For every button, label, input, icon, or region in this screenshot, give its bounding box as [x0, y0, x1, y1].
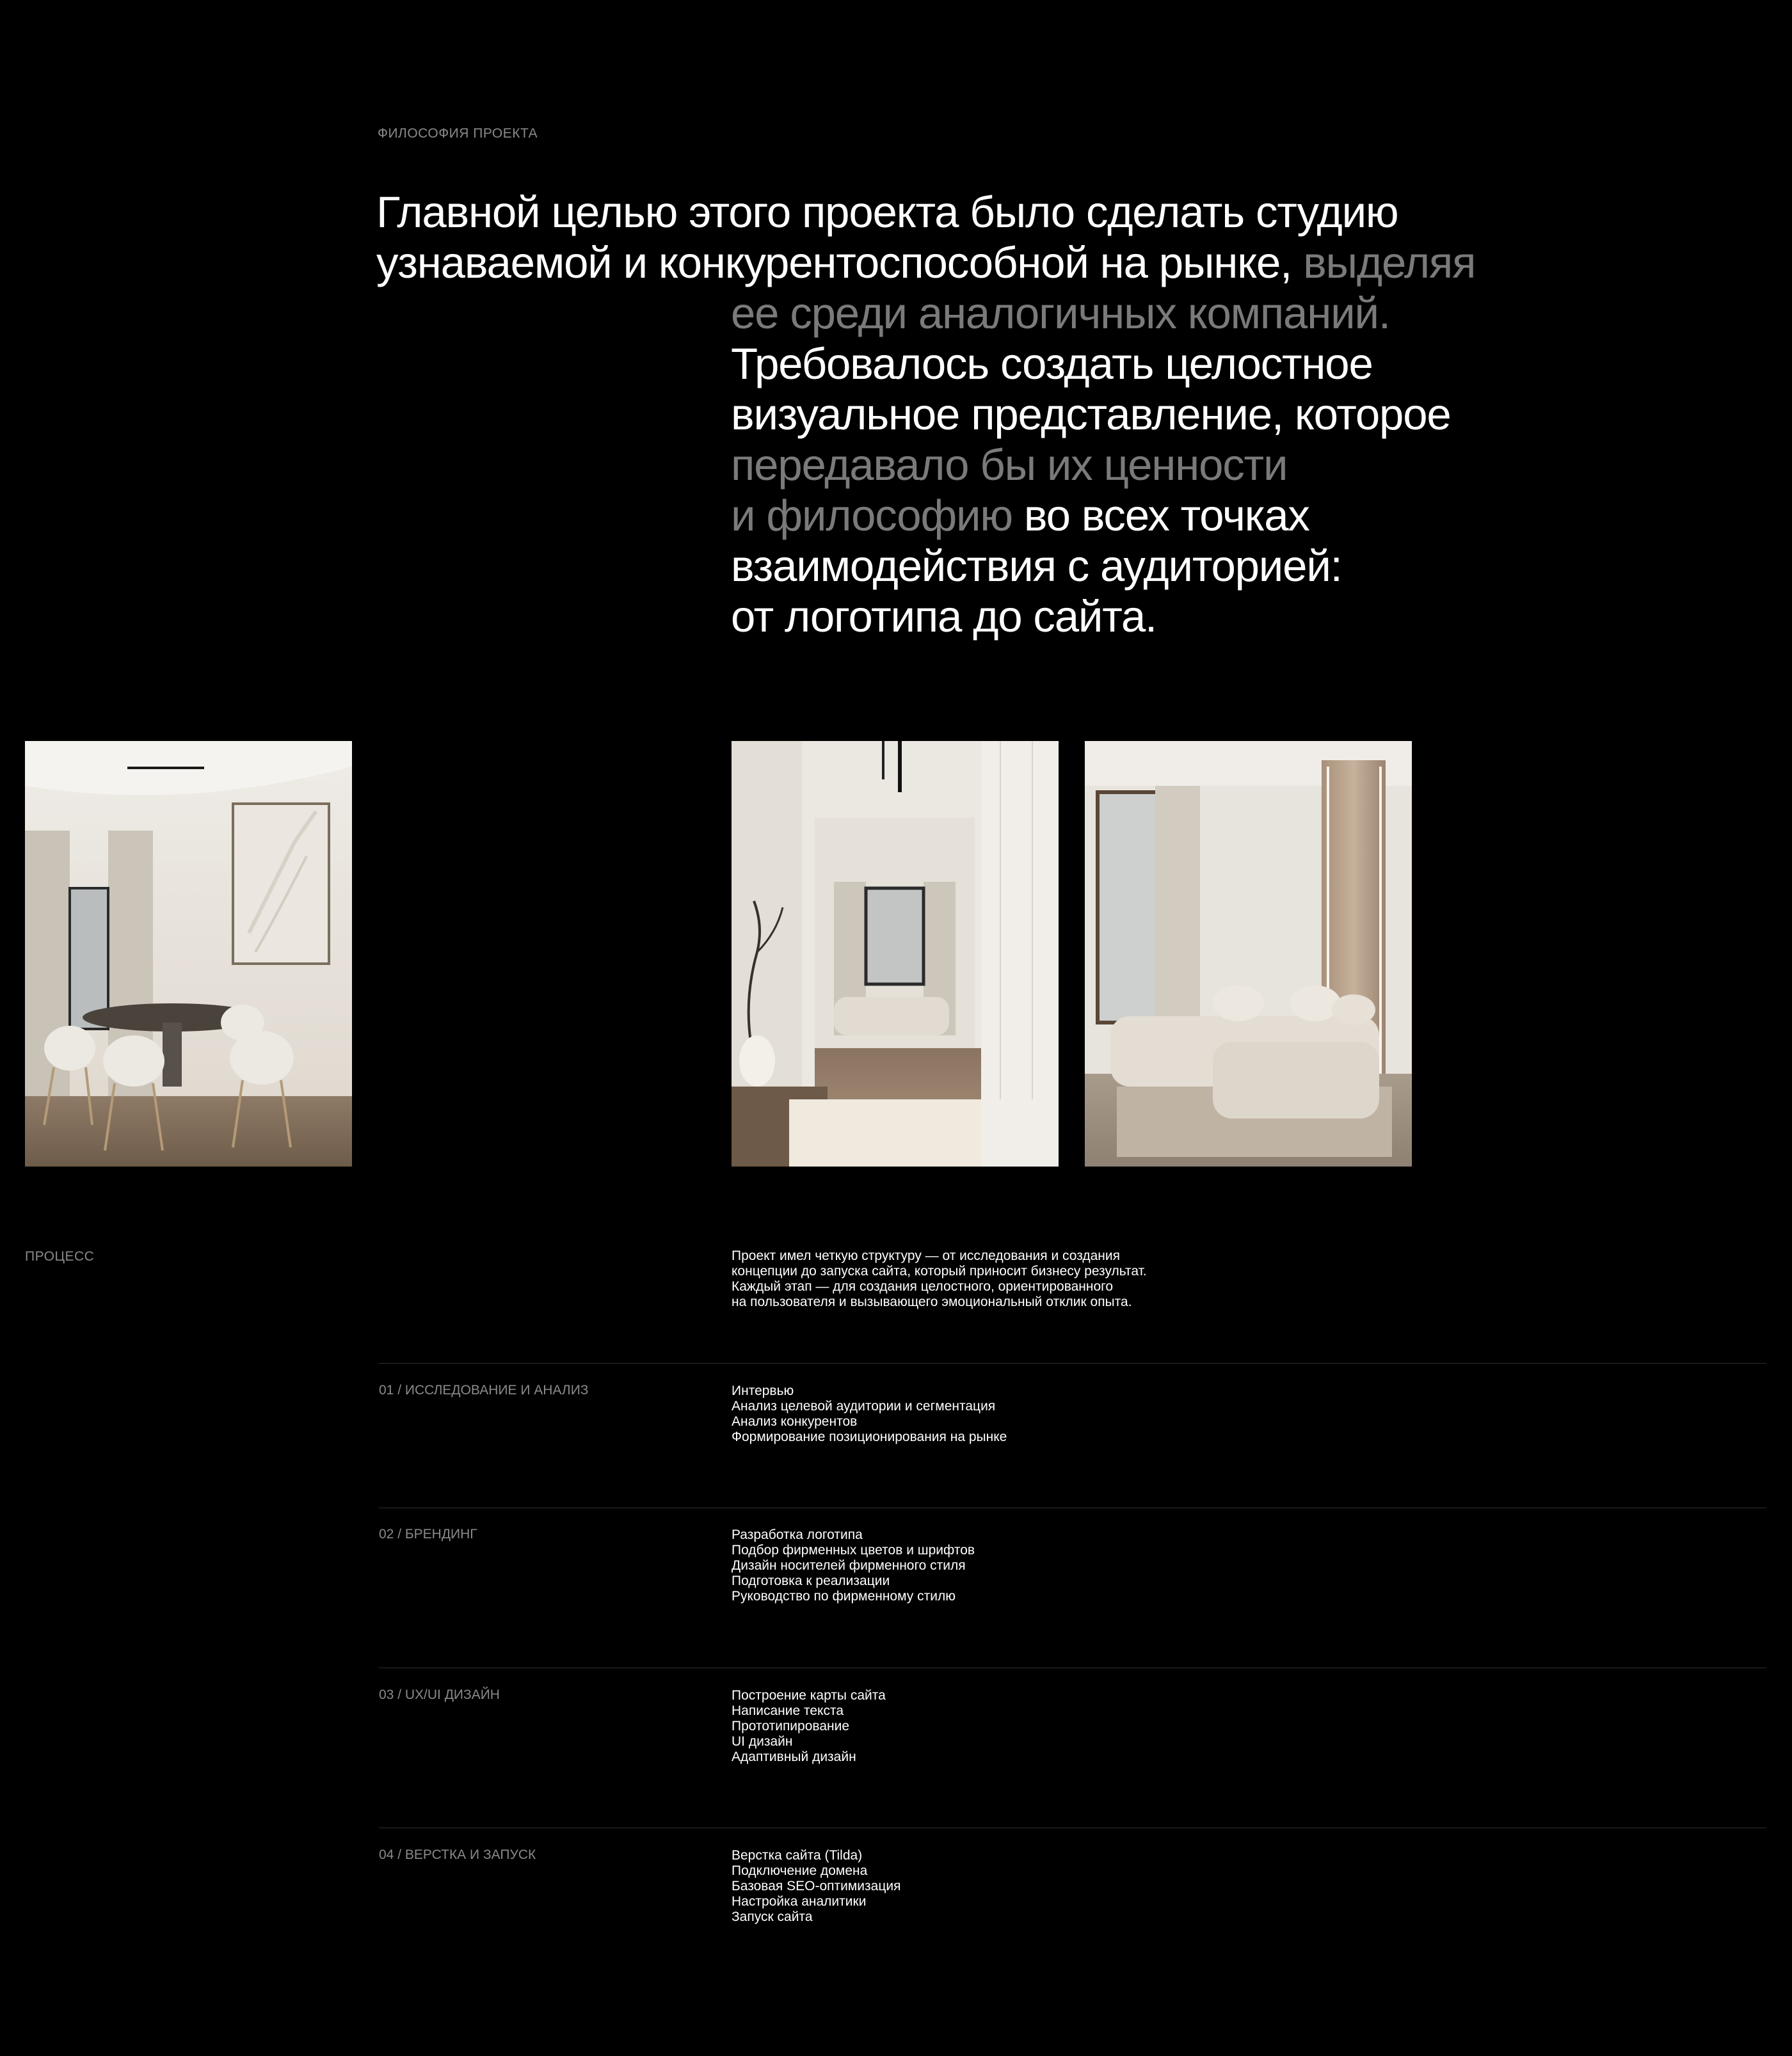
list-item: Подключение домена — [732, 1863, 868, 1878]
statement-line-1: Главной целью этого проекта было сделать студию — [376, 187, 1398, 237]
step-items-launch — [732, 1848, 900, 1925]
list-item: Написание текста — [732, 1703, 844, 1718]
list-item: Запуск сайта — [732, 1909, 813, 1924]
step-divider — [379, 1363, 1766, 1364]
statement-line-3: ее среди аналогичных компаний. — [731, 289, 1390, 338]
step-items-research — [732, 1383, 1007, 1445]
list-item: Формирование позиционирования на рынке — [732, 1430, 1007, 1444]
section-label-philosophy: ФИЛОСОФИЯ ПРОЕКТА — [378, 126, 538, 141]
list-item: Дизайн носителей фирменного стиля — [732, 1558, 966, 1573]
statement-line-5: визуальное представление, которое — [731, 390, 1451, 439]
list-item: Адаптивный дизайн — [732, 1749, 856, 1764]
step-items-branding — [732, 1527, 975, 1604]
step-items-ux-ui — [732, 1688, 886, 1765]
list-item: UI дизайн — [732, 1734, 793, 1749]
list-item: Построение карты сайта — [732, 1688, 886, 1703]
statement-line-8: взаимодействия с аудиторией: — [731, 541, 1342, 591]
dining-room-photo — [25, 741, 352, 1167]
section-label-process: ПРОЦЕСС — [25, 1249, 95, 1264]
step-title-ux-ui: 03 / UX/UI ДИЗАЙН — [379, 1687, 500, 1702]
list-item: Настройка аналитики — [732, 1894, 867, 1909]
list-item: Руководство по фирменному стилю — [732, 1589, 956, 1604]
list-item: Интервью — [732, 1383, 794, 1398]
statement-line-2: узнаваемой и конкурентоспособной на рынке, выделяя — [376, 238, 1476, 287]
statement-line-6: передавало бы их ценности — [731, 440, 1288, 490]
statement-line-7: и философию во всех точках — [731, 491, 1309, 540]
list-item: Разработка логотипа — [732, 1527, 863, 1542]
step-title-launch: 04 / ВЕРСТКА И ЗАПУСК — [379, 1847, 536, 1862]
list-item: Верстка сайта (Tilda) — [732, 1848, 863, 1863]
list-item: Анализ конкурентов — [732, 1414, 858, 1429]
list-item: Базовая SEO-оптимизация — [732, 1879, 901, 1893]
statement-line-4: Требовалось создать целостное — [731, 339, 1373, 388]
list-item: Прототипирование — [732, 1719, 850, 1733]
step-title-research: 01 / ИССЛЕДОВАНИЕ И АНАЛИЗ — [379, 1383, 589, 1398]
hallway-photo — [732, 741, 1059, 1167]
list-item: Анализ целевой аудитории и сегментация — [732, 1399, 996, 1414]
process-intro-text: Проект имел четкую структуру — от исследования и создания концепции до запуска сайта, который приносит бизнесу результат. Каждый этап — для создания целостного, ориентированного на пользователя и вызывающего эмоциональный отклик опыта. — [732, 1248, 1147, 1309]
living-room-photo — [1085, 741, 1412, 1167]
step-title-branding: 02 / БРЕНДИНГ — [379, 1527, 477, 1542]
statement-line-9: от логотипа до сайта. — [731, 592, 1157, 641]
list-item: Подготовка к реализации — [732, 1574, 890, 1588]
list-item: Подбор фирменных цветов и шрифтов — [732, 1543, 975, 1558]
